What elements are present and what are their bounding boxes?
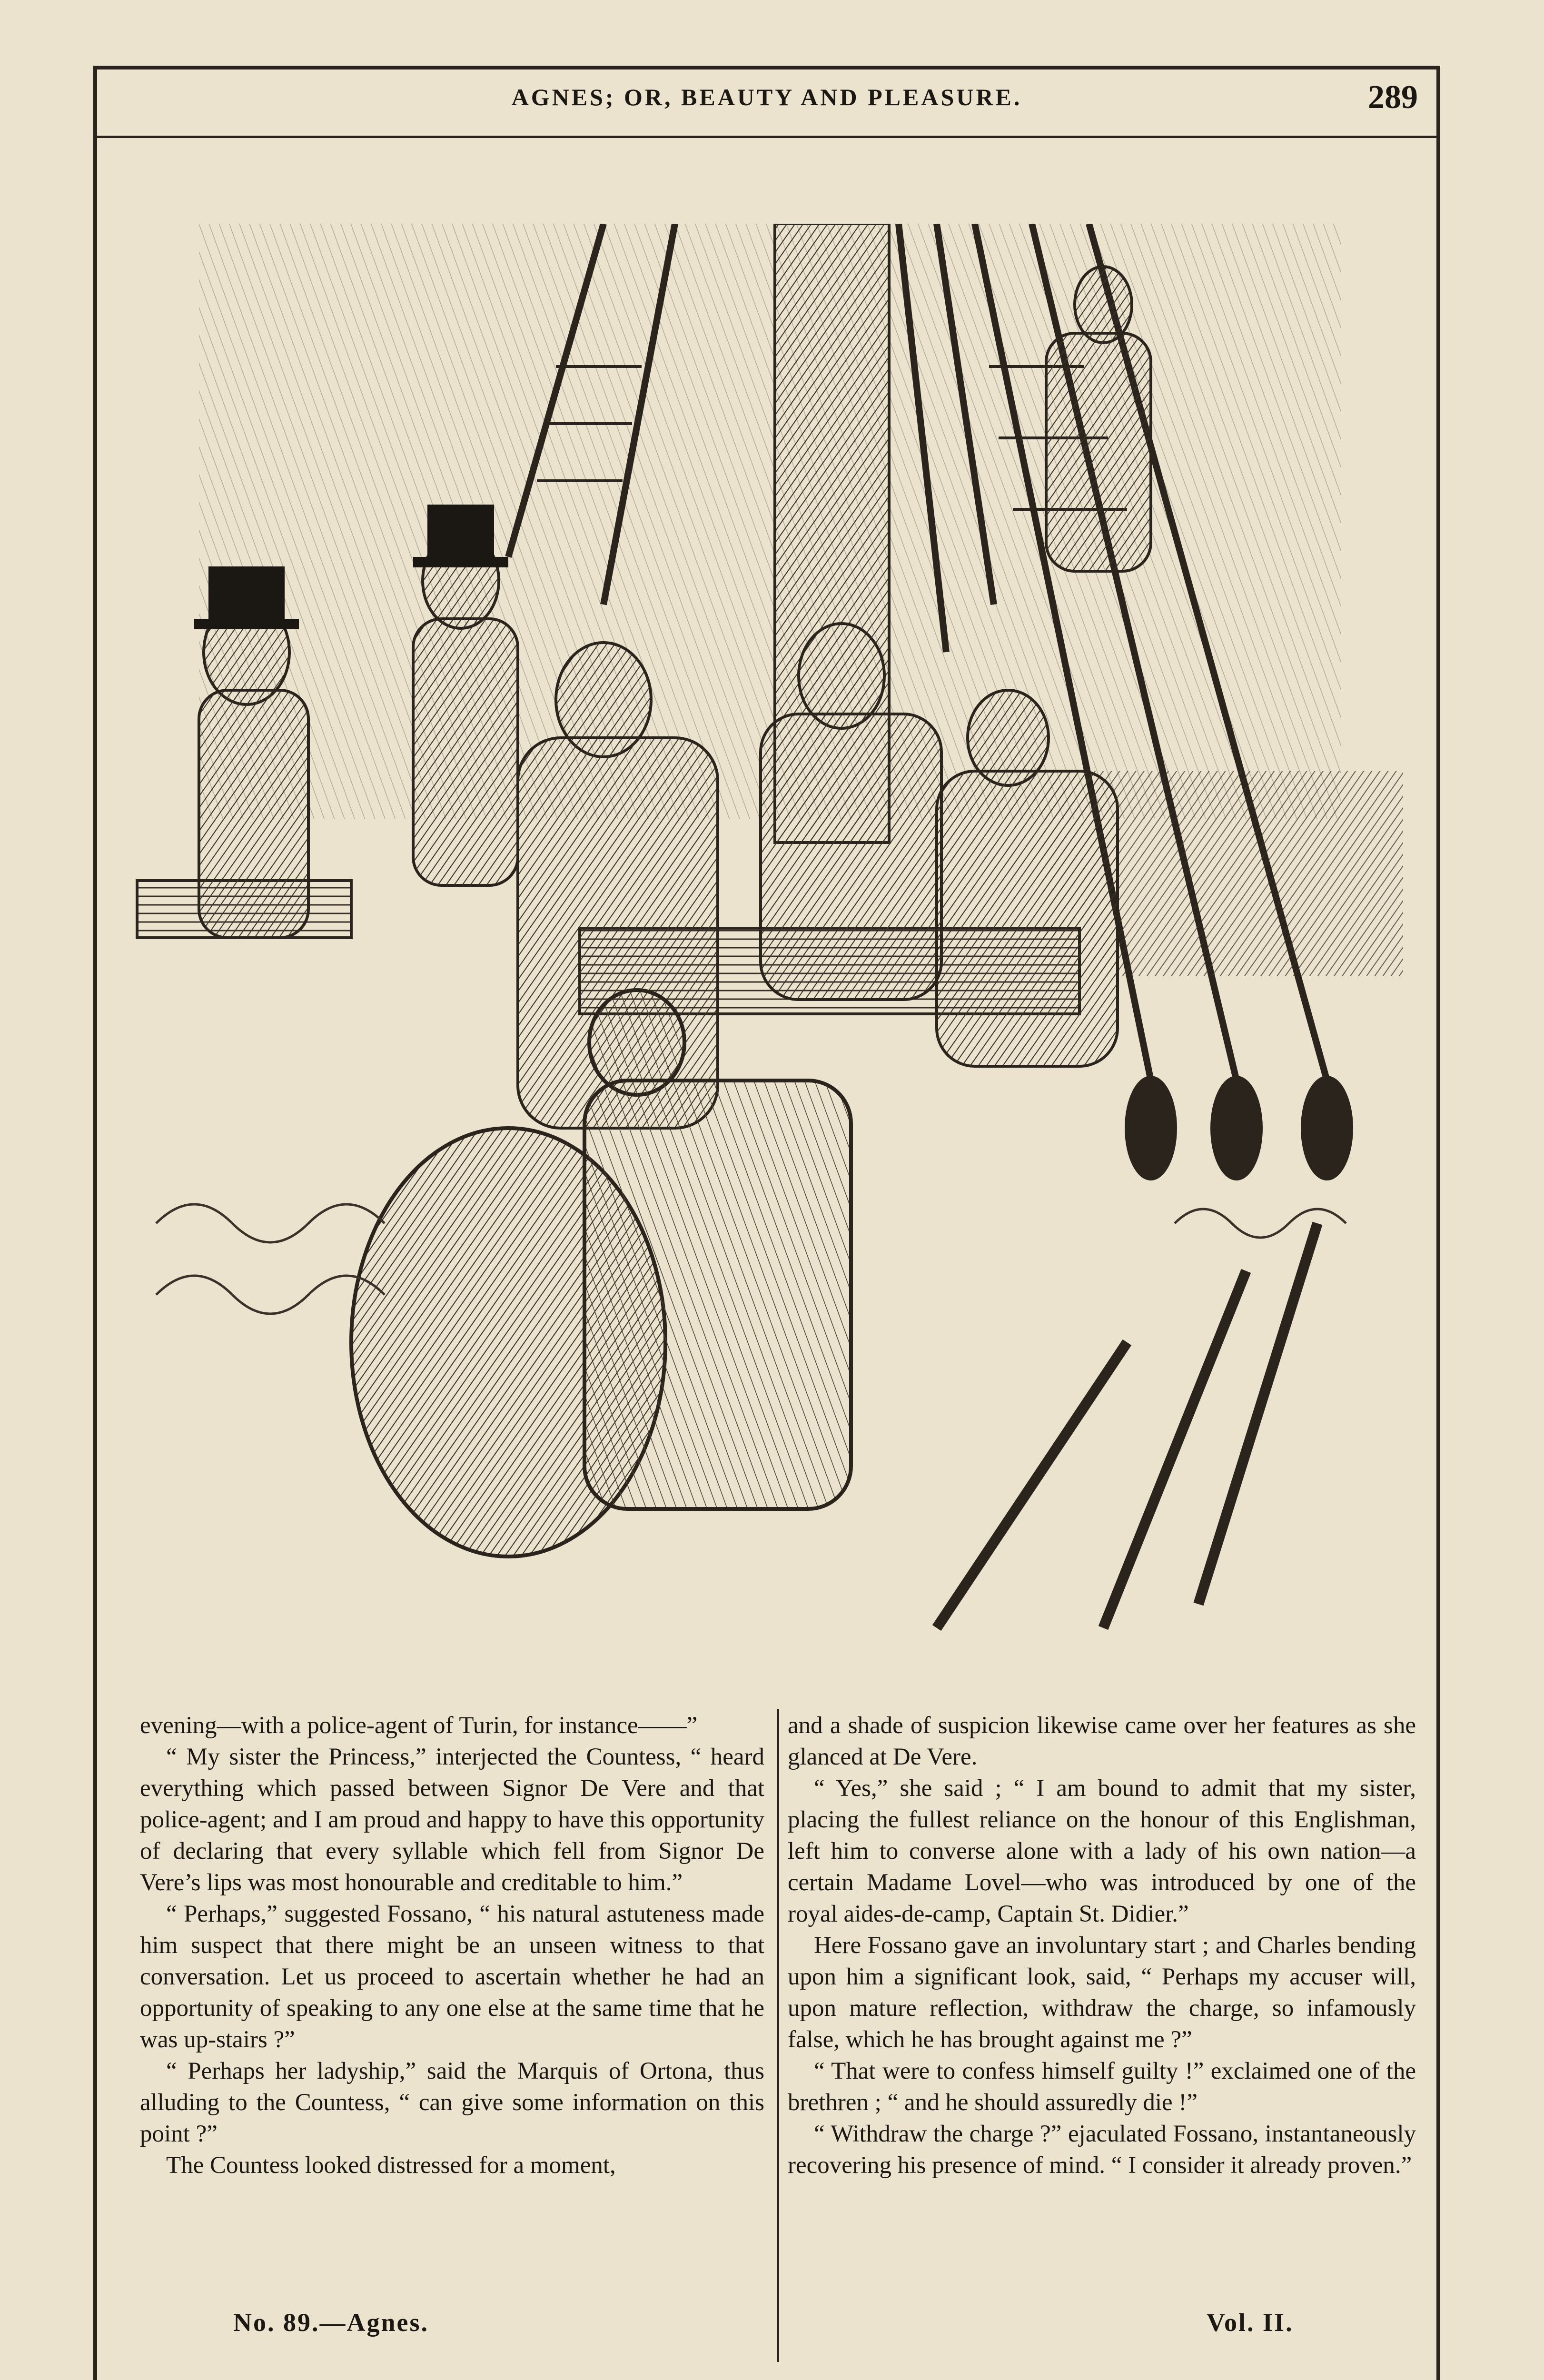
paragraph: The Countess looked distressed for a moment, bbox=[166, 2152, 616, 2179]
paragraph: “ My sister the Princess,” interjected the Countess, “ heard everything which passed between Signor De Vere and that police-agent; and I am proud and happy to have this opportunity of declaring that every syllable which fell from Signor De Vere’s lips was most honourable and creditable to him.” bbox=[140, 1744, 764, 1896]
engraving-illustration bbox=[128, 224, 1408, 1652]
paragraph: “ Withdraw the charge ?” ejaculated Fossano, instantaneously recovering his presence of mind. “ I consider it already proven.” bbox=[788, 2121, 1416, 2179]
column-divider bbox=[777, 1709, 779, 2362]
paragraph: “ That were to confess himself guilty !” exclaimed one of the brethren ; “ and he should assuredly die !” bbox=[788, 2058, 1416, 2116]
text-column-right bbox=[788, 1710, 1416, 2181]
text-column-left bbox=[140, 1710, 764, 2181]
paragraph: Here Fossano gave an involuntary start ; and Charles bending upon him a significant look, said, “ Perhaps my accuser will, upon mature reflection, withdraw the charge, so infamously false, which he has brought against me ?” bbox=[788, 1932, 1416, 2053]
paragraph: “ Yes,” she said ; “ I am bound to admit that my sister, placing the fullest reliance on the honour of this Englishman, left him to converse alone with a lady of his own nation—a certain Madame Lovel—who was introduced by one of the royal aides-de-camp, Captain St. Didier.” bbox=[788, 1775, 1416, 1927]
paragraph: evening—with a police-agent of Turin, for instance——” bbox=[140, 1712, 698, 1739]
page-number: 289 bbox=[1368, 79, 1418, 116]
engraving-ship-deck-scene-icon bbox=[128, 224, 1408, 1652]
volume-signature: Vol. II. bbox=[1207, 2308, 1294, 2337]
header-rule bbox=[93, 136, 1440, 138]
paragraph: “ Perhaps,” suggested Fossano, “ his natural astuteness made him suspect that there might be an unseen witness to that conversation. Let us proceed to ascertain whether he had an opportunity of speaking to any one else at the same time that he was up-stairs ?” bbox=[140, 1901, 764, 2053]
issue-number-signature: No. 89.—Agnes. bbox=[233, 2308, 429, 2337]
running-title: AGNES; OR, BEAUTY AND PLEASURE. bbox=[511, 84, 1022, 110]
paragraph: “ Perhaps her ladyship,” said the Marquis of Ortona, thus alluding to the Countess, “ can give some information on this point ?” bbox=[140, 2058, 764, 2147]
paragraph: and a shade of suspicion likewise came over her features as she glanced at De Vere. bbox=[788, 1712, 1416, 1770]
